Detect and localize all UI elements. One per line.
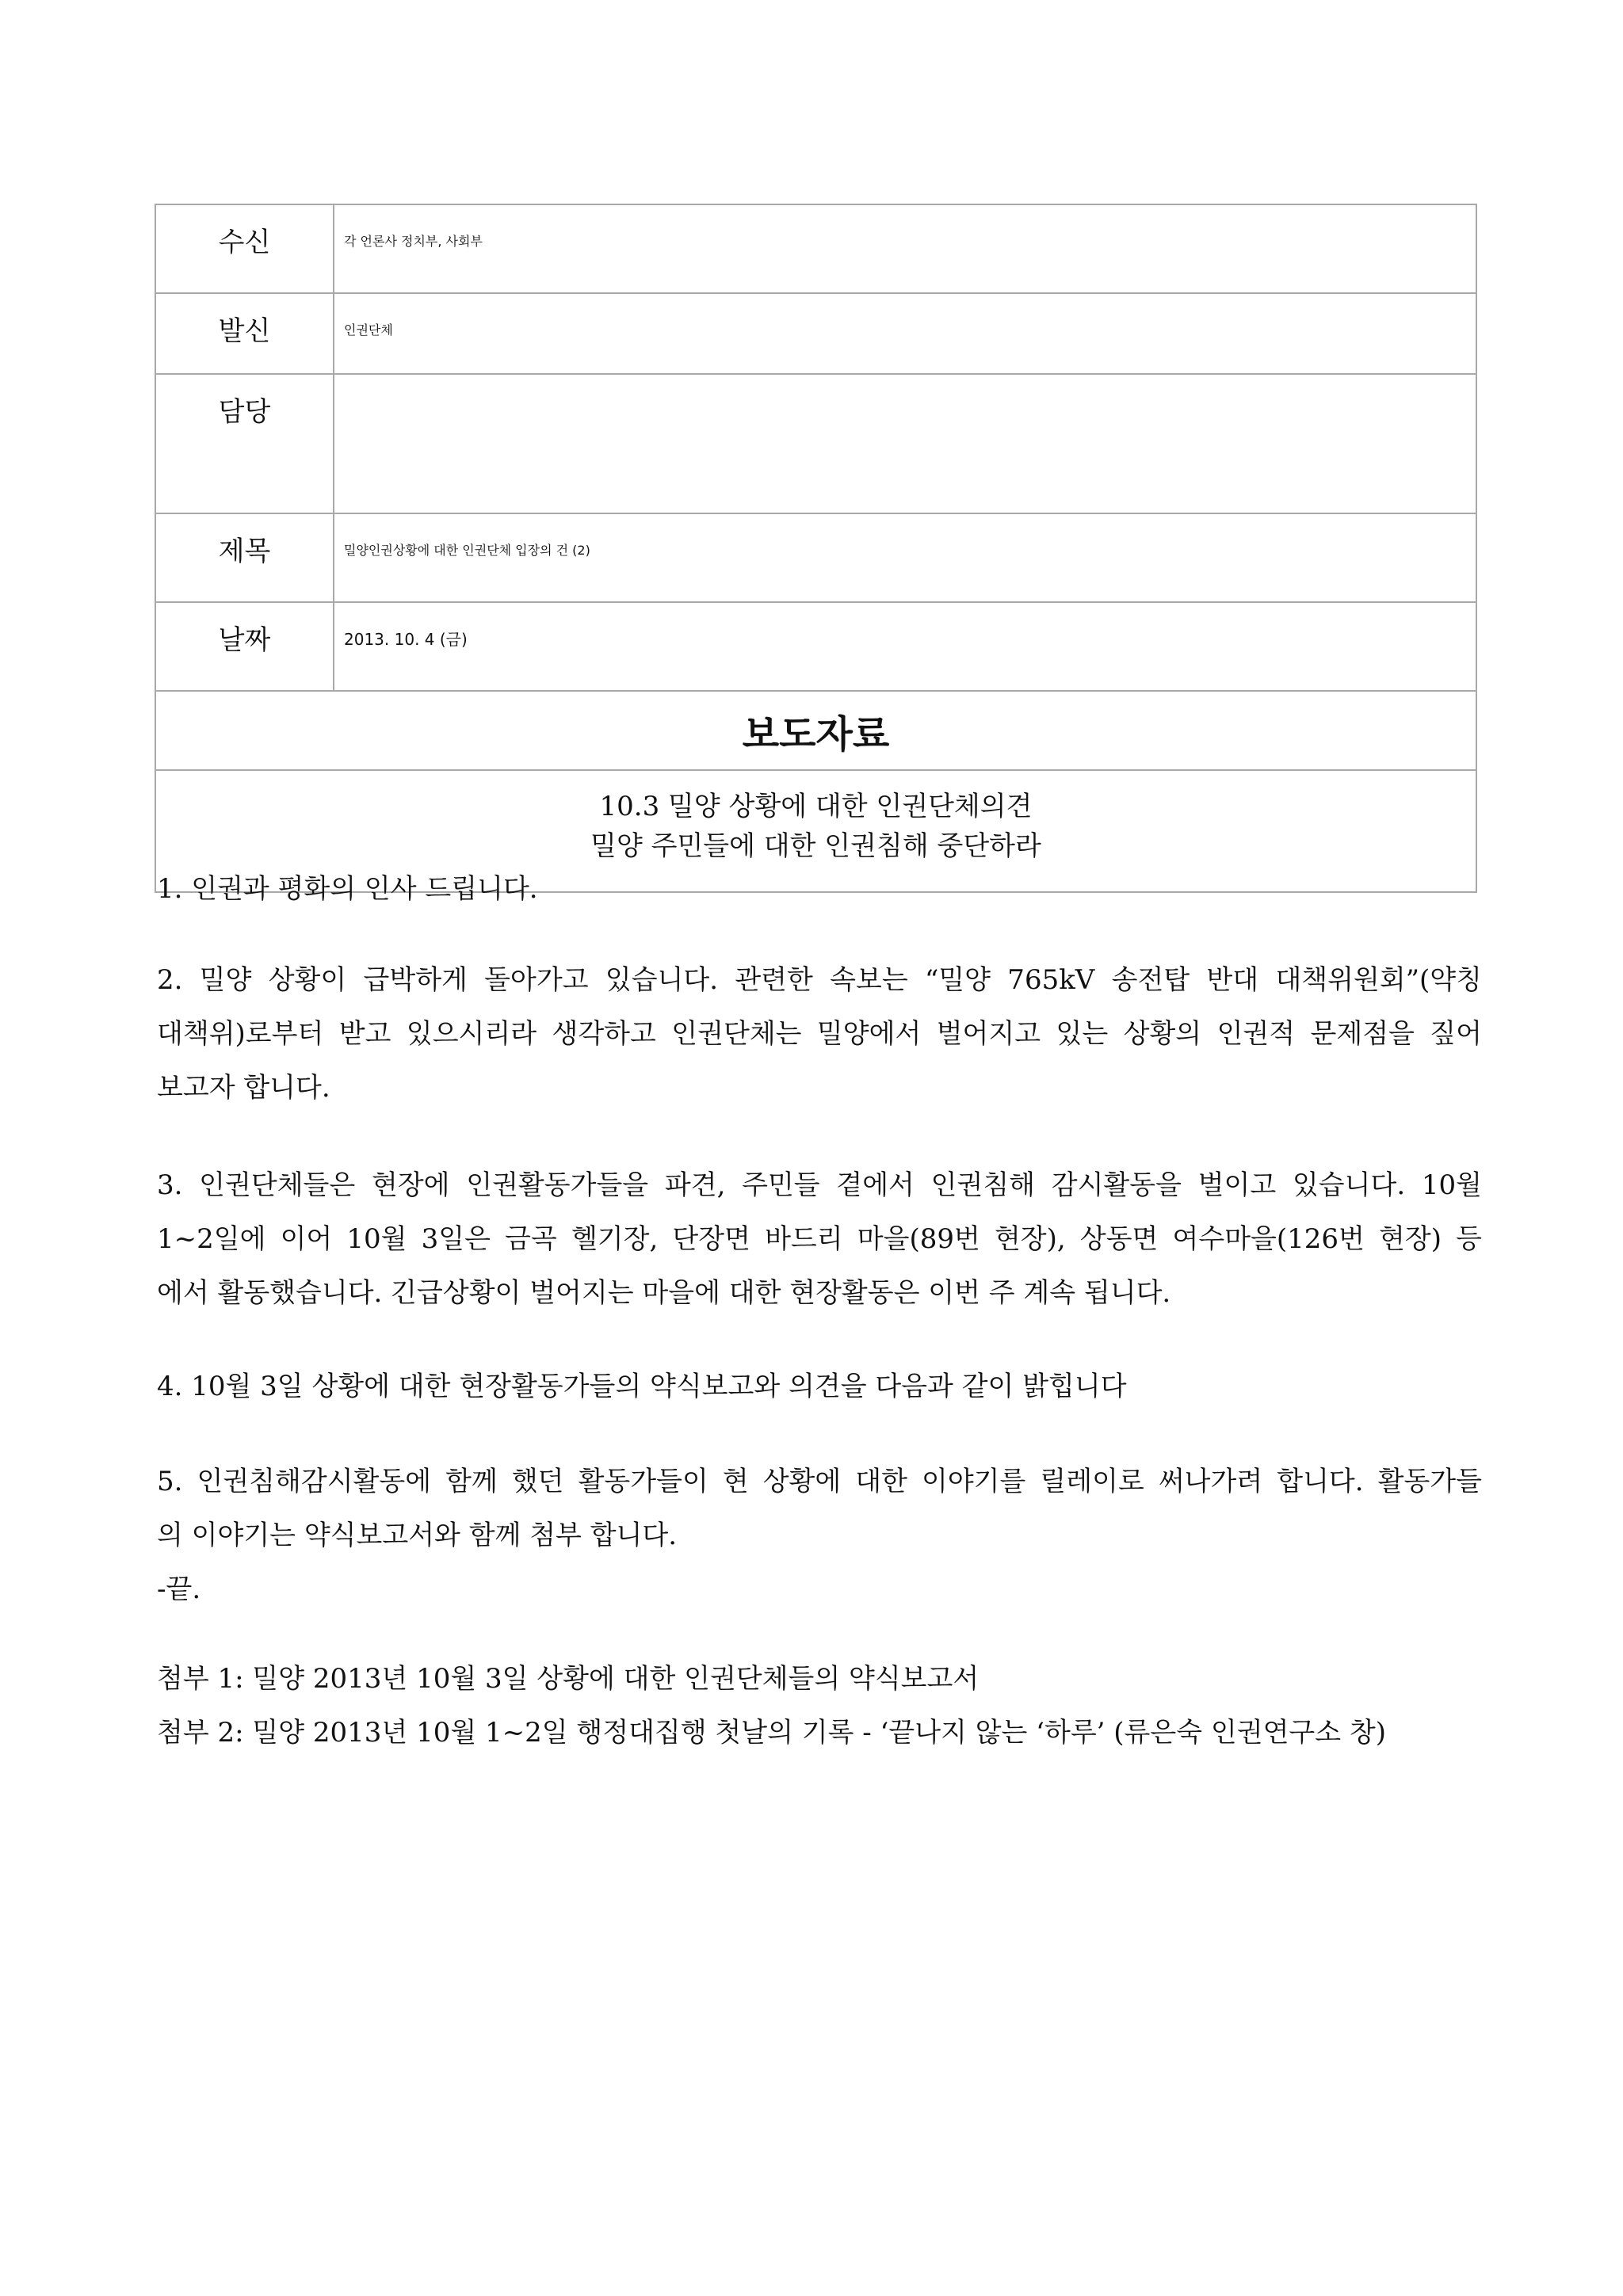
- paragraph-3-line-1: 3. 인권단체들은 현장에 인권활동가들을 파견, 주민들 곁에서 인권침해 감시활동을 벌이고 있습니다. 10월: [157, 1169, 1482, 1201]
- paragraph-2-line-1: 2. 밀양 상황이 급박하게 돌아가고 있습니다. 관련한 속보는 “밀양 765kV 송전탑 반대 대책위원회”(약칭: [157, 964, 1482, 996]
- paragraph-4: [157, 1360, 1482, 1413]
- contact-row: [155, 374, 1476, 513]
- contact-line-2: [344, 435, 1476, 482]
- paragraph-3-line-2: 1~2일에 이어 10월 3일은 금곡 헬기장, 단장면 바드리 마을(89번 현장), 상동면 여수마을(126번 현장) 등: [157, 1223, 1482, 1255]
- subtitle-line-2: 밀양 주민들에 대한 인권침해 중단하라: [590, 830, 1041, 862]
- date-value: 2013. 10. 4 (금): [334, 602, 1476, 691]
- sender-value: 인권단체: [334, 293, 1476, 374]
- sender-row: [155, 293, 1476, 374]
- attachment-1: 첨부 1: 밀양 2013년 10월 3일 상황에 대한 인권단체들의 약식보고서: [157, 1663, 980, 1695]
- paragraph-2-line-2: 대책위)로부터 받고 있으시리라 생각하고 인권단체는 밀양에서 벌어지고 있는 상황의 인권적 문제점을 짚어: [157, 1018, 1482, 1050]
- contact-label: 담당: [155, 374, 334, 513]
- subtitle-line-1: 10.3 밀양 상황에 대한 인권단체의견: [599, 791, 1033, 822]
- doc-heading: 보도자료: [155, 691, 1476, 770]
- date-row: [155, 602, 1476, 691]
- date-label: 날짜: [155, 602, 334, 691]
- subject-row: [155, 513, 1476, 602]
- contact-value: [334, 374, 1476, 513]
- sender-label: 발신: [155, 293, 334, 374]
- press-release-header-table: [155, 204, 1477, 893]
- recipient-label: 수신: [155, 204, 334, 293]
- subject-value: 밀양인권상황에 대한 인권단체 입장의 건 (2): [334, 513, 1476, 602]
- paragraph-3-line-3: 에서 활동했습니다. 긴급상황이 벌어지는 마을에 대한 현장활동은 이번 주 계속 됩니다.: [157, 1277, 1171, 1309]
- recipient-value: 각 언론사 정치부, 사회부: [334, 204, 1476, 293]
- attachments-list: [157, 1652, 1482, 1760]
- paragraph-3: [157, 1158, 1482, 1320]
- recipient-row: [155, 204, 1476, 293]
- paragraph-5: [157, 1455, 1482, 1616]
- paragraph-2-line-3: 보고자 합니다.: [157, 1072, 330, 1104]
- attachment-2: 첨부 2: 밀양 2013년 10월 1~2일 행정대집행 첫날의 기록 - ‘끝나지 않는 ‘하루’ (류은숙 인권연구소 창): [157, 1717, 1387, 1749]
- paragraph-1-line-1: 1. 인권과 평화의 인사 드립니다.: [157, 873, 538, 905]
- subject-label: 제목: [155, 513, 334, 602]
- paragraph-1: [157, 862, 1482, 916]
- contact-line-1: [344, 387, 1476, 435]
- paragraph-5-line-1: 5. 인권침해감시활동에 함께 했던 활동가들이 현 상황에 대한 이야기를 릴레이로 써나가려 합니다. 활동가들: [157, 1466, 1482, 1497]
- paragraph-5-end-mark: -끝.: [157, 1573, 201, 1605]
- paragraph-4-line-1: 4. 10월 3일 상황에 대한 현장활동가들의 약식보고와 의견을 다음과 같이 밝힙니다: [157, 1371, 1127, 1402]
- paragraph-2: [157, 953, 1482, 1115]
- paragraph-5-line-2: 의 이야기는 약식보고서와 함께 첨부 합니다.: [157, 1520, 678, 1551]
- heading-row: [155, 691, 1476, 770]
